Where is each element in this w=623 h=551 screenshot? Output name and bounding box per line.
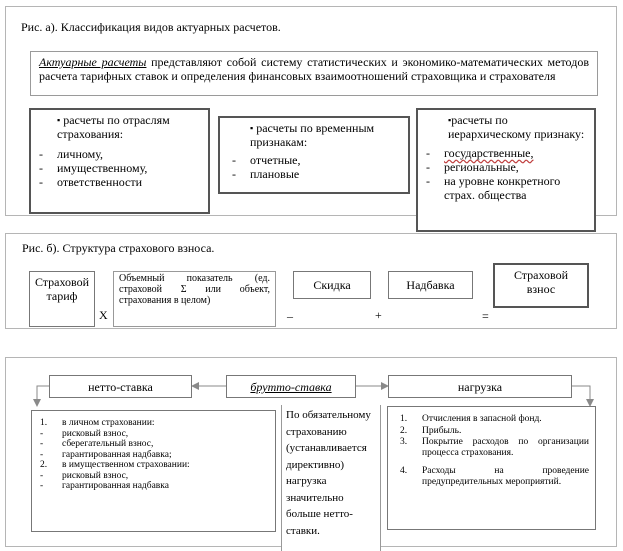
list-item: 1. Отчисления в запасной фонд. (400, 414, 542, 424)
list-item: - гарантированная надбавка; (40, 449, 172, 460)
premium-box: Страховой взнос (493, 263, 589, 308)
list-item: - сберегательный взнос, (40, 439, 154, 449)
list-item: 3. Покрытие расходов по организации процесса страхования. (400, 437, 589, 458)
multiply-sign: Х (99, 308, 108, 322)
list-item: 1. в личном страховании: (40, 418, 155, 428)
branch-time-title: ▪ расчеты по временным признакам: (250, 121, 375, 149)
definition-term: Актуарные расчеты (39, 55, 147, 69)
net-rate-list (40, 418, 271, 492)
loading-box: нагрузка (388, 375, 572, 398)
list-item: - ответственности (35, 175, 204, 189)
figure-b-title: Рис. б). Структура страхового взноса. (22, 241, 215, 255)
list-item: 2. Прибыль. (400, 425, 462, 436)
list-item: - государственные, (422, 146, 590, 160)
net-rate-components-box (31, 410, 276, 532)
equals-sign: = (482, 309, 489, 323)
minus-sign: – (287, 309, 293, 323)
surcharge-box: Надбавка (388, 271, 473, 299)
arrow-net-rate-down (37, 386, 49, 406)
list-item: - на уровне конкретного страх. общества (422, 174, 590, 202)
volume-indicator-box: Объемный показатель (ед. страховой Σ или объект, страхования в целом) (113, 271, 276, 327)
list-item: 4. Расходы на проведение предупредительных мероприятий. (400, 466, 589, 487)
net-rate-box: нетто-ставка (49, 375, 192, 398)
plus-sign: + (375, 308, 382, 322)
figure-a-title: Рис. а). Классификация видов актуарных расчетов. (21, 20, 281, 34)
list-item: - региональные, (422, 160, 590, 174)
bullet-square-icon: ▪ (250, 123, 254, 133)
loading-components-box (387, 406, 596, 530)
arrow-loading-down (572, 386, 590, 406)
bullet-square-icon: ▪ (57, 115, 61, 125)
loading-list (400, 414, 589, 487)
list-item: - рисковый взнос, (40, 428, 129, 439)
mandatory-insurance-note: По обязательному страхованию (устанавливается директивно) нагрузка значительно больше нетто-ставки. (281, 405, 381, 551)
branch-industry-title: ▪ расчеты по отраслям страхования: (57, 113, 170, 141)
bullet-square-icon: ▪ (448, 115, 452, 125)
list-item: - личному, (35, 147, 204, 161)
list-item: - имущественному, (35, 161, 204, 175)
list-item: - гарантированная надбавка (40, 481, 169, 491)
discount-box: Скидка (293, 271, 371, 299)
list-item: - отчетные, (228, 153, 404, 167)
list-item: 2. в имущественном страховании: (40, 460, 190, 470)
definition-text: представляют собой систему статистических и экономико-математических методов расчета тарифных ставок и определения финансовых взаимоотношений страховщика и страхователя (39, 55, 589, 83)
branch-hierarchy-title: ▪расчеты по иерархическому признаку: (448, 113, 585, 141)
list-item: - рисковый взнос, (40, 470, 129, 481)
gross-rate-box: брутто-ставка (226, 375, 356, 398)
tariff-box: Страховой тариф (29, 271, 95, 327)
list-item: - плановые (228, 167, 404, 181)
